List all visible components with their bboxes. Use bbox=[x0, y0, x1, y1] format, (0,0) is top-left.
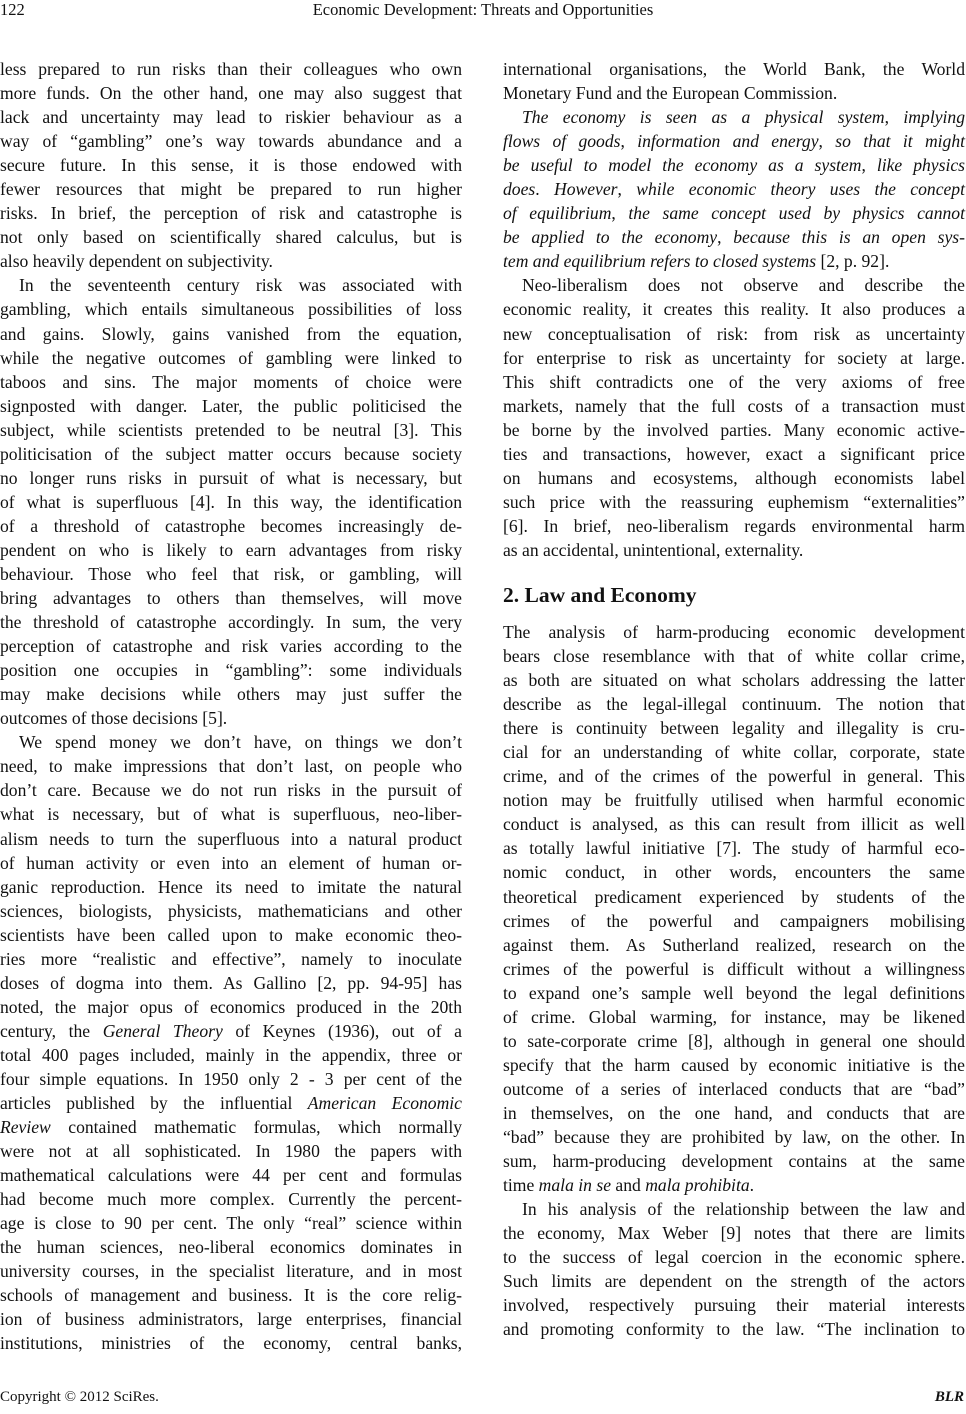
text-line: no longer runs risks in pursuit of what is necessary, but bbox=[0, 467, 462, 488]
text-line: less prepared to run risks than their colleagues who own bbox=[0, 59, 462, 79]
text-line: gambling, which entails simultaneous possibilities of loss bbox=[0, 299, 462, 320]
italic-text: does bbox=[503, 179, 536, 200]
text-line bbox=[503, 105, 965, 129]
text-line: more funds. On the other hand, one may also suggest that bbox=[0, 83, 462, 104]
text-line: pendent on who is likely to earn advantages from risky bbox=[0, 539, 462, 560]
text-line: We spend money we don’t have, on things we don’t bbox=[19, 732, 462, 753]
text-line: against them. As Sutherland realized, research on the bbox=[503, 934, 965, 955]
text-line: to expand one’s sample well beyond the legal definitions bbox=[503, 982, 965, 1003]
text-line bbox=[503, 225, 965, 249]
text-line: economic reality, it creates this reality. It also produces a bbox=[503, 299, 965, 320]
text-line: schools of management and business. It is the core relig- bbox=[0, 1285, 462, 1306]
text-line bbox=[0, 1115, 462, 1139]
text-line: ties and transactions, however, exact a significant price bbox=[503, 443, 965, 464]
text-line: of crime. Global warming, for instance, may be likened bbox=[503, 1006, 965, 1027]
text-line: and promoting conformity to the law. “The inclination to bbox=[503, 1319, 965, 1340]
text-span: . bbox=[535, 179, 554, 200]
text-line: ries more “realistic and effective”, namely to inoculate bbox=[0, 948, 462, 969]
text-line: had become much more complex. Currently the percent- bbox=[0, 1189, 462, 1210]
text-line: on humans and ecosystems, although economists label bbox=[503, 467, 965, 488]
text-line: risks. In brief, the perception of risk and catastrophe is bbox=[0, 203, 462, 224]
text-line: way of “gambling” one’s way towards abundance and a bbox=[0, 131, 462, 152]
italic-text: American Economic bbox=[307, 1093, 462, 1114]
text-line: ion of business administrators, large enterprises, financial bbox=[0, 1309, 462, 1330]
text-span: of Keynes (1936), out of a bbox=[222, 1020, 462, 1041]
text-line: crimes of the powerful is difficult without a willingness bbox=[503, 958, 965, 979]
text-line: ganic reproduction. Hence its need to imitate the natural bbox=[0, 876, 462, 897]
text-line: new conceptualisation of risk: from risk as uncertainty bbox=[503, 323, 965, 344]
italic-text: flows of goods bbox=[503, 131, 621, 152]
text-line: for enterprise to risk as uncertainty for society at large. bbox=[503, 347, 965, 368]
text-line: markets, namely that the full costs of a transaction must bbox=[503, 395, 965, 416]
text-line: involved, respectively pursuing their material interests bbox=[503, 1295, 965, 1316]
text-line bbox=[503, 1173, 965, 1197]
text-line: behaviour. Those who feel that risk, or gambling, will bbox=[0, 563, 462, 584]
text-line: crime, and of the crimes of the powerful in general. This bbox=[503, 766, 965, 787]
text-span: , bbox=[611, 203, 629, 224]
text-line: alism needs to turn the superfluous into a natural product bbox=[0, 828, 462, 849]
italic-text: The economy is seen as a physical system bbox=[522, 107, 885, 128]
text-line: perception of catastrophe and risk varies according to the bbox=[0, 636, 462, 657]
text-line: outcome of a series of interlaced conducts that are “bad” bbox=[503, 1078, 965, 1099]
text-line: Neo-liberalism does not observe and describe the bbox=[522, 275, 965, 296]
italic-text: like physics bbox=[876, 155, 965, 176]
text-line: secure future. In this sense, it is those endowed with bbox=[0, 155, 462, 176]
text-line: while the negative outcomes of gambling were linked to bbox=[0, 347, 462, 368]
text-line: scientists have been called upon to make economic theo- bbox=[0, 924, 462, 945]
text-line: politicisation of the subject matter occurs because society bbox=[0, 443, 462, 464]
italic-text: be useful to model the economy as a system bbox=[503, 155, 862, 176]
text-line bbox=[0, 1091, 462, 1115]
text-line: lack and uncertainty may lead to riskier behaviour as a bbox=[0, 107, 462, 128]
text-line: [6]. In brief, neo-liberalism regards environmental harm bbox=[503, 515, 965, 536]
text-line: to the success of legal coercion in the economic sphere. bbox=[503, 1247, 965, 1268]
running-header bbox=[0, 0, 966, 20]
text-line: not only based on scientifically shared calculus, but is bbox=[0, 227, 462, 248]
copyright-notice: Copyright © 2012 SciRes. bbox=[0, 1389, 159, 1405]
text-line: as totally lawful initiative [7]. The study of harmful eco- bbox=[503, 838, 965, 859]
italic-text: Review bbox=[0, 1117, 51, 1138]
italic-text: mala in se bbox=[538, 1175, 611, 1196]
text-line: outcomes of those decisions [5]. bbox=[0, 708, 228, 729]
italic-text: However bbox=[554, 179, 618, 200]
text-line: theoretical predicament experienced by students of the bbox=[503, 886, 965, 907]
text-span: , bbox=[620, 131, 638, 152]
text-span: , bbox=[884, 107, 904, 128]
section-heading: 2. Law and Economy bbox=[503, 582, 697, 607]
text-line: and gains. Slowly, gains vanished from the equation, bbox=[0, 323, 462, 344]
text-line bbox=[0, 1019, 462, 1043]
text-span: , bbox=[717, 227, 734, 248]
text-line: Such limits are dependent on the strength of the actors bbox=[503, 1271, 965, 1292]
text-line: This shift contradicts one of the very axioms of free bbox=[503, 371, 965, 392]
text-line bbox=[503, 153, 965, 177]
text-line: may make decisions while others may just suffer the bbox=[0, 684, 462, 705]
text-line: university courses, in the specialist literature, and in most bbox=[0, 1261, 462, 1282]
text-line: doses of dogma into them. As Gallino [2, pp. 94-95] has bbox=[0, 972, 462, 993]
text-span: century, the bbox=[0, 1020, 103, 1041]
right-column bbox=[503, 57, 965, 1341]
text-line: of a threshold of catastrophe becomes increasingly de- bbox=[0, 515, 462, 536]
italic-text: while economic theory uses the concept bbox=[636, 179, 965, 200]
text-line: cial for an understanding of white collar, corporate, state bbox=[503, 742, 965, 763]
text-line: specify that the harm caused by economic initiative is the bbox=[503, 1054, 965, 1075]
text-span: , bbox=[818, 131, 836, 152]
text-line: Monetary Fund and the European Commission. bbox=[503, 83, 838, 104]
right-column-section-text bbox=[503, 620, 965, 1341]
text-line: of what is superfluous [4]. In this way, the identification bbox=[0, 491, 462, 512]
text-line: mathematical calculations were 44 per cent and formulas bbox=[0, 1165, 462, 1186]
journal-abbreviation: BLR bbox=[934, 1389, 964, 1405]
text-line: crimes of the powerful and campaigners mobilising bbox=[503, 910, 965, 931]
text-line: In the seventeenth century risk was associated with bbox=[19, 275, 462, 296]
text-line: conduct is analysed, as this can result from illicit as well bbox=[503, 814, 965, 835]
italic-text: of equilibrium bbox=[503, 203, 612, 224]
page-footer bbox=[0, 1386, 966, 1408]
italic-text: so that it might bbox=[835, 131, 966, 152]
text-span: contained mathematic formulas, which normally bbox=[50, 1117, 462, 1138]
italic-text: be applied to the economy bbox=[503, 227, 718, 248]
text-line: the human sciences, neo-liberal economics dominates in bbox=[0, 1237, 462, 1258]
page-number: 122 bbox=[0, 0, 25, 19]
text-line: institutions, ministries of the economy, central banks, bbox=[0, 1333, 462, 1354]
text-line: in themselves, on the one hand, and conducts that are bbox=[503, 1102, 965, 1123]
italic-text: the same concept used by physics cannot bbox=[628, 203, 965, 224]
text-line: were not at all sophisticated. In 1980 the papers with bbox=[0, 1141, 462, 1162]
italic-text: information and energy bbox=[637, 131, 819, 152]
text-span: [2, p. 92]. bbox=[816, 251, 890, 272]
text-line: international organisations, the World Bank, the World bbox=[503, 59, 965, 79]
text-line: to sate-corporate crime [8], although in general one should bbox=[503, 1030, 965, 1051]
text-line: The analysis of harm-producing economic development bbox=[503, 621, 965, 642]
text-line: the threshold of catastrophe accordingly. In sum, the very bbox=[0, 612, 462, 633]
text-line: be borne by the involved parties. Many economic active- bbox=[503, 419, 965, 440]
text-line: In his analysis of the relationship between the law and bbox=[522, 1199, 965, 1220]
text-line: bears close resemblance with that of white collar crime, bbox=[503, 646, 965, 667]
text-span: . bbox=[749, 1175, 755, 1196]
text-span: and bbox=[611, 1175, 646, 1196]
text-line: the economy, Max Weber [9] notes that there are limits bbox=[503, 1223, 965, 1244]
text-line: nomic conduct, in other words, encounters the same bbox=[503, 862, 965, 883]
text-line: describe as the legal-illegal continuum. The notion that bbox=[503, 694, 965, 715]
text-line: as both are situated on what scholars addressing the latter bbox=[503, 670, 965, 691]
text-line bbox=[503, 177, 965, 201]
text-line: need, to make impressions that don’t last, on people who bbox=[0, 756, 462, 777]
text-span: , bbox=[617, 179, 637, 200]
italic-text: mala prohibita bbox=[645, 1175, 750, 1196]
text-line: total 400 pages included, mainly in the appendix, three or bbox=[0, 1044, 462, 1065]
text-span: , bbox=[861, 155, 877, 176]
text-line: notion may be fruitfully utilised when harmful economic bbox=[503, 790, 965, 811]
text-line: as an accidental, unintentional, externality. bbox=[503, 539, 804, 560]
text-line: subject, while scientists pretended to be neutral [3]. This bbox=[0, 419, 462, 440]
text-line bbox=[503, 201, 965, 225]
text-line bbox=[503, 249, 965, 273]
text-line: four simple equations. In 1950 only 2 - 3 per cent of the bbox=[0, 1068, 462, 1089]
text-line: sum, harm-producing development contains at the same bbox=[503, 1151, 965, 1172]
running-title: Economic Development: Threats and Opportunities bbox=[312, 0, 654, 19]
text-line: don’t care. Because we do not run risks in the pursuit of bbox=[0, 780, 462, 801]
text-span: articles published by the influential bbox=[0, 1093, 308, 1114]
text-line: position one occupies in “gambling”: some individuals bbox=[0, 660, 462, 681]
text-line: bring advantages to others than themselves, will move bbox=[0, 588, 462, 609]
left-column bbox=[0, 57, 462, 1356]
text-line: sciences, biologists, physicists, mathematicians and other bbox=[0, 900, 462, 921]
text-line: of human activity or even into an element of human or- bbox=[0, 852, 462, 873]
italic-text: implying bbox=[903, 107, 965, 128]
italic-text: tem and equilibrium refers to closed systems bbox=[503, 251, 817, 272]
text-line: age is close to 90 per cent. The only “real” science within bbox=[0, 1213, 462, 1234]
text-line: fewer resources that might be prepared to run higher bbox=[0, 179, 462, 200]
italic-text: because this is an open sys- bbox=[733, 227, 965, 248]
text-line: taboos and sins. The major moments of choice were bbox=[0, 371, 462, 392]
text-line: also heavily dependent on subjectivity. bbox=[0, 251, 273, 272]
right-column-top-text bbox=[503, 57, 965, 562]
text-line: noted, the major opus of economics produced in the 20th bbox=[0, 996, 462, 1017]
text-span: time bbox=[503, 1175, 539, 1196]
text-line: there is continuity between legality and illegality is cru- bbox=[503, 718, 965, 739]
text-line: such price with the reassuring euphemism “externalities” bbox=[503, 491, 965, 512]
text-line: what is necessary, but of what is superfluous, neo-liber- bbox=[0, 804, 462, 825]
text-line: “bad” because they are prohibited by law, on the other. In bbox=[503, 1126, 965, 1147]
text-line: signposted with danger. Later, the public politicised the bbox=[0, 395, 462, 416]
italic-text: General Theory bbox=[102, 1020, 223, 1041]
text-line bbox=[503, 129, 965, 153]
